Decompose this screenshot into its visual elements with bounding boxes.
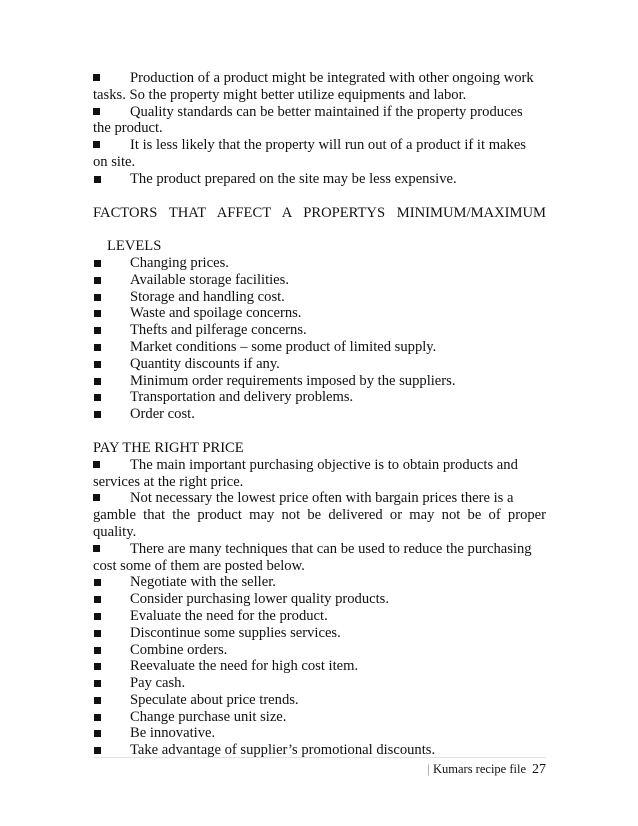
- square-bullet-icon: [94, 579, 101, 586]
- square-bullet-icon: [94, 596, 101, 603]
- paragraph-lead: It is less likely that the property will run out of a product if it makes: [130, 137, 526, 154]
- paragraph-lead: Not necessary the lowest price often with bargain prices there is a: [130, 490, 514, 507]
- list-item: Negotiate with the seller.: [93, 574, 546, 591]
- footer-separator: |: [427, 761, 430, 776]
- square-bullet-icon: [94, 294, 101, 301]
- list-item: Storage and handling cost.: [93, 289, 546, 306]
- list-item: Changing prices.: [93, 255, 546, 272]
- square-bullet-icon: [93, 461, 100, 468]
- page-number: 27: [532, 762, 546, 777]
- square-bullet-icon: [94, 697, 101, 704]
- square-bullet-icon: [94, 176, 101, 183]
- price-paragraph-3: [93, 541, 546, 575]
- list-item: Waste and spoilage concerns.: [93, 305, 546, 322]
- list-item: Be innovative.: [93, 725, 546, 742]
- intro-paragraph-1: [93, 70, 546, 104]
- price-paragraph-1: [93, 457, 546, 491]
- list-item: Available storage facilities.: [93, 272, 546, 289]
- square-bullet-icon: [93, 108, 100, 115]
- list-item: Quantity discounts if any.: [93, 356, 546, 373]
- factors-list: [93, 255, 546, 423]
- list-item: Thefts and pilferage concerns.: [93, 322, 546, 339]
- page-content: [93, 70, 546, 759]
- square-bullet-icon: [94, 277, 101, 284]
- paragraph-lead: The main important purchasing objective is to obtain products and: [130, 456, 518, 473]
- square-bullet-icon: [94, 411, 101, 418]
- list-item: Combine orders.: [93, 642, 546, 659]
- techniques-list: [93, 574, 546, 759]
- square-bullet-icon: [93, 141, 100, 148]
- square-bullet-icon: [94, 663, 101, 670]
- square-bullet-icon: [94, 327, 101, 334]
- square-bullet-icon: [94, 630, 101, 637]
- list-item: Evaluate the need for the product.: [93, 608, 546, 625]
- paragraph-rest: gamble that the product may not be delivered or may not be of proper quality.: [93, 507, 546, 540]
- list-item: Reevaluate the need for high cost item.: [93, 658, 546, 675]
- section-heading-continuation: LEVELS: [107, 238, 162, 255]
- intro-paragraph-2: [93, 104, 546, 138]
- square-bullet-icon: [94, 378, 101, 385]
- list-item: Consider purchasing lower quality products.: [93, 591, 546, 608]
- square-bullet-icon: [94, 361, 101, 368]
- paragraph-lead: Production of a product might be integrated with other ongoing work: [130, 70, 534, 86]
- intro-paragraph-3: [93, 137, 546, 171]
- paragraph-rest: cost some of them are posted below.: [93, 557, 305, 574]
- square-bullet-icon: [93, 74, 100, 81]
- list-item: Minimum order requirements imposed by the suppliers.: [93, 373, 546, 390]
- list-item: Take advantage of supplier’s promotional discounts.: [93, 742, 546, 759]
- square-bullet-icon: [94, 260, 101, 267]
- list-item: Discontinue some supplies services.: [93, 625, 546, 642]
- intro-paragraph-4: [93, 171, 546, 188]
- paragraph-lead: Quality standards can be better maintained if the property produces: [130, 103, 523, 120]
- list-item: Pay cash.: [93, 675, 546, 692]
- paragraph-rest: the product.: [93, 120, 163, 137]
- section-heading-right-price: PAY THE RIGHT PRICE: [93, 439, 244, 456]
- square-bullet-icon: [94, 394, 101, 401]
- square-bullet-icon: [94, 613, 101, 620]
- square-bullet-icon: [94, 310, 101, 317]
- square-bullet-icon: [94, 730, 101, 737]
- paragraph-lead: The product prepared on the site may be less expensive.: [130, 170, 457, 187]
- list-item: Transportation and delivery problems.: [93, 389, 546, 406]
- list-item: Market conditions – some product of limited supply.: [93, 339, 546, 356]
- page-footer: [427, 761, 546, 779]
- price-paragraph-2: [93, 490, 546, 540]
- paragraph-rest: tasks. So the property might better utilize equipments and labor.: [93, 86, 467, 103]
- paragraph-rest: services at the right price.: [93, 473, 244, 490]
- footer-title: Kumars recipe file: [432, 762, 526, 776]
- square-bullet-icon: [93, 494, 100, 501]
- square-bullet-icon: [93, 545, 100, 552]
- list-item: Speculate about price trends.: [93, 692, 546, 709]
- section-heading-min-max: FACTORS THAT AFFECT A PROPERTYS MINIMUM/MAXIMUM: [93, 204, 546, 221]
- square-bullet-icon: [94, 680, 101, 687]
- square-bullet-icon: [94, 647, 101, 654]
- footer-divider: [93, 757, 546, 758]
- square-bullet-icon: [94, 747, 101, 754]
- square-bullet-icon: [94, 344, 101, 351]
- square-bullet-icon: [94, 714, 101, 721]
- list-item: Change purchase unit size.: [93, 709, 546, 726]
- list-item: Order cost.: [93, 406, 546, 423]
- paragraph-rest: on site.: [93, 153, 136, 170]
- paragraph-lead: There are many techniques that can be used to reduce the purchasing: [130, 540, 532, 557]
